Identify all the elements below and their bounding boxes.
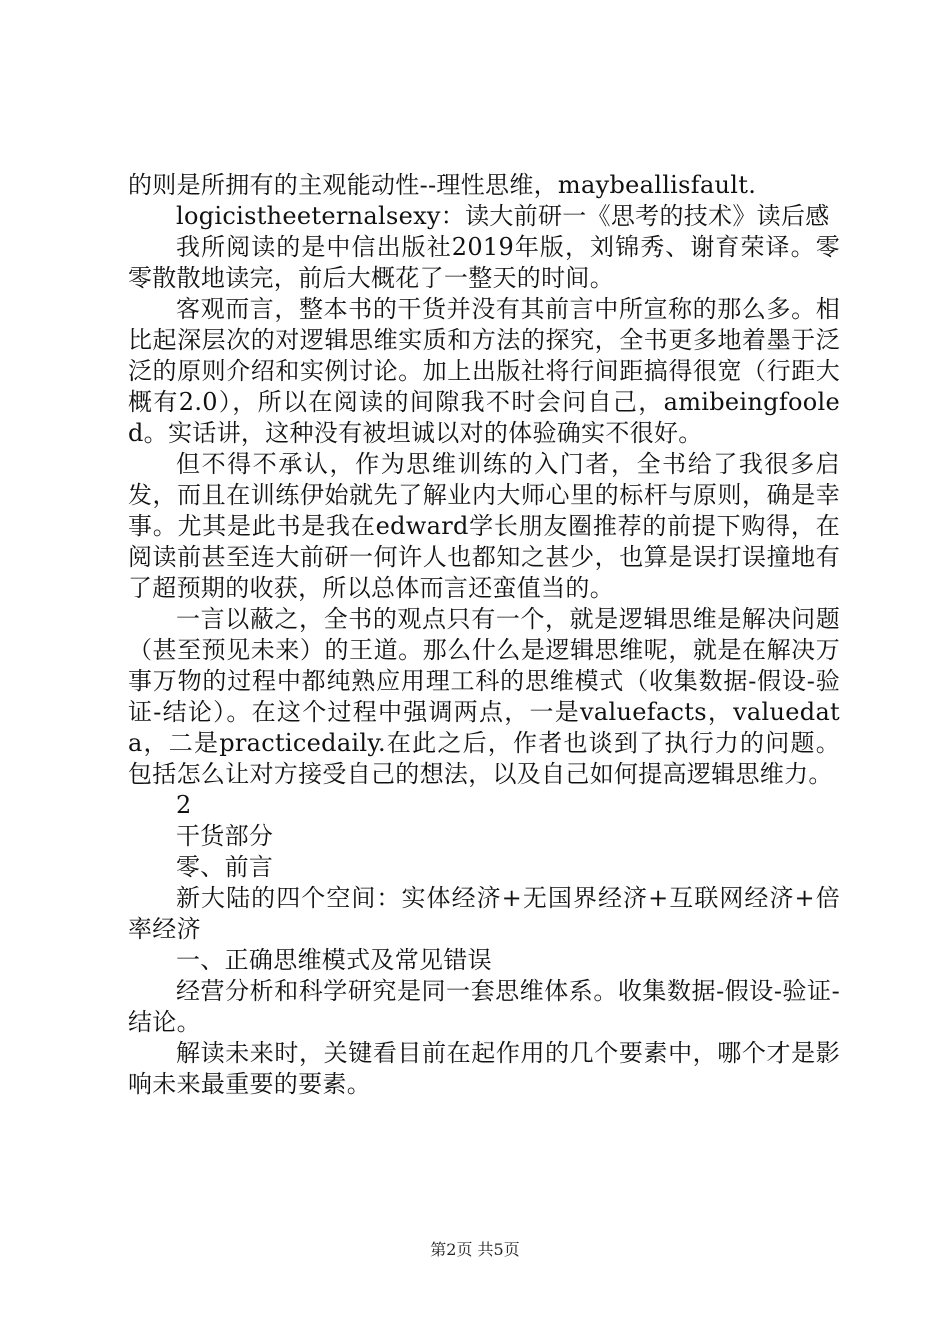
paragraph-title: logicistheeternalsexy：读大前研一《思考的技术》读后感 xyxy=(176,202,830,230)
paragraph-analysis: 经营分析和科学研究是同一套思维体系。收集数据-假设-验证-结论。 xyxy=(128,977,840,1036)
paragraph-inspiration: 但不得不承认，作为思维训练的入门者，全书给了我很多启发，而且在训练伊始就先了解业内大师心里的标杆与原则，确是幸事。尤其是此书是我在edward学长朋友圈推荐的前提下购得，在阅读前甚至连大前研一何许人也都知之甚少，也算是误打误撞地有了超预期的收获，所以总体而言还蛮值当的。 xyxy=(128,450,840,602)
section-number: 2 xyxy=(176,791,192,819)
page-footer: 第2页 共5页 xyxy=(430,1240,520,1259)
section-heading-highlights: 干货部分 xyxy=(176,822,274,850)
paragraph-edition: 我所阅读的是中信出版社2019年版，刘锦秀、谢育荣译。零零散散地读完，前后大概花了一整天的时间。 xyxy=(128,233,840,292)
paragraph-future: 解读未来时，关键看目前在起作用的几个要素中，哪个才是影响未来最重要的要素。 xyxy=(128,1039,840,1098)
paragraph-continuation: 的则是所拥有的主观能动性--理性思维，maybeallisfault. xyxy=(128,171,757,199)
paragraph-four-spaces: 新大陆的四个空间：实体经济+无国界经济+互联网经济+倍率经济 xyxy=(128,884,840,943)
document-body xyxy=(128,170,840,1100)
section-heading-thinking-mode: 一、正确思维模式及常见错误 xyxy=(176,946,492,974)
paragraph-summary: 一言以蔽之，全书的观点只有一个，就是逻辑思维是解决问题（甚至预见未来）的王道。那么什么是逻辑思维呢，就是在解决万事万物的过程中都纯熟应用理工科的思维模式（收集数据-假设-验证-结论）。在这个过程中强调两点，一是valuefacts，valuedata，二是practicedaily.在此之后，作者也谈到了执行力的问题。包括怎么让对方接受自己的想法，以及自己如何提高逻辑思维力。 xyxy=(128,605,840,788)
section-heading-preface: 零、前言 xyxy=(176,853,274,881)
paragraph-objective-review: 客观而言，整本书的干货并没有其前言中所宣称的那么多。相比起深层次的对逻辑思维实质和方法的探究，全书更多地着墨于泛泛的原则介绍和实例讨论。加上出版社将行间距搞得很宽（行距大概有2.0），所以在阅读的间隙我不时会问自己，amibeingfooled。实话讲，这种没有被坦诚以对的体验确实不很好。 xyxy=(128,295,840,447)
